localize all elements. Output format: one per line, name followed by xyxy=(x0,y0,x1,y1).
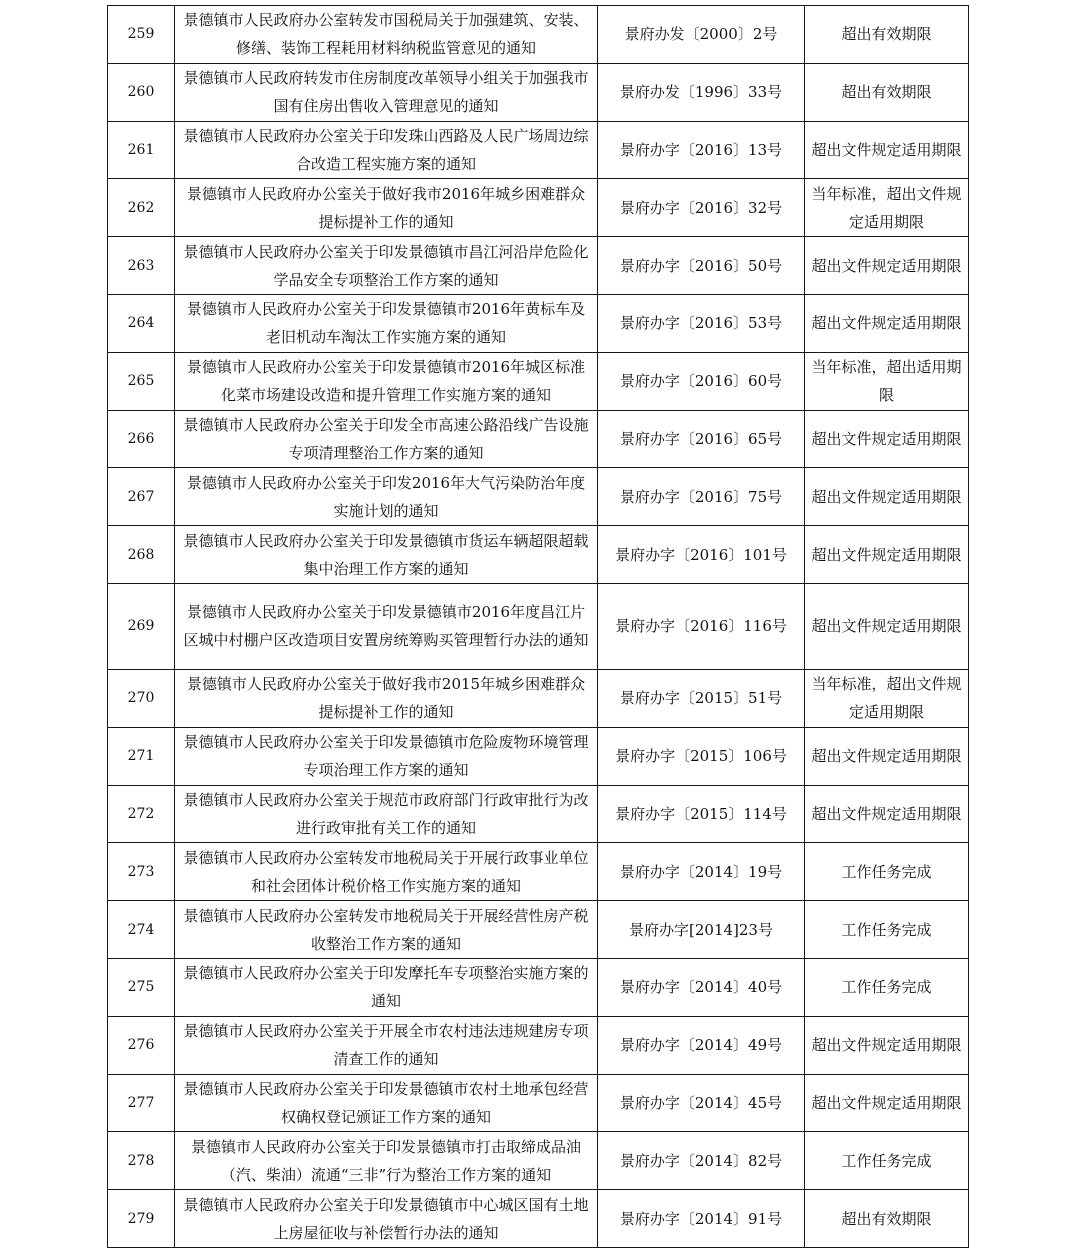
document-title-cell: 景德镇市人民政府办公室关于印发全市高速公路沿线广告设施专项清理整治工作方案的通知 xyxy=(175,410,598,468)
table-row xyxy=(108,352,969,410)
table-row xyxy=(108,237,969,295)
table-row xyxy=(108,410,969,468)
row-number-cell: 271 xyxy=(108,727,175,785)
abolish-reason-cell: 当年标准，超出文件规定适用期限 xyxy=(805,179,969,237)
document-number-cell: 景府办字〔2016〕60号 xyxy=(598,352,805,410)
document-title-cell: 景德镇市人民政府办公室关于印发摩托车专项整治实施方案的通知 xyxy=(175,958,598,1016)
document-title-cell: 景德镇市人民政府办公室关于印发珠山西路及人民广场周边综合改造工程实施方案的通知 xyxy=(175,121,598,179)
table-row xyxy=(108,63,969,121)
table-row xyxy=(108,294,969,352)
document-title-cell: 景德镇市人民政府办公室关于做好我市2016年城乡困难群众提标提补工作的通知 xyxy=(175,179,598,237)
abolish-reason-cell: 工作任务完成 xyxy=(805,958,969,1016)
table-row xyxy=(108,1190,969,1248)
abolish-reason-cell: 超出文件规定适用期限 xyxy=(805,1016,969,1074)
row-number-cell: 266 xyxy=(108,410,175,468)
document-title-cell: 景德镇市人民政府办公室关于印发景德镇市货运车辆超限超载集中治理工作方案的通知 xyxy=(175,526,598,584)
abolish-reason-cell: 超出文件规定适用期限 xyxy=(805,237,969,295)
document-number-cell: 景府办字〔2015〕106号 xyxy=(598,727,805,785)
document-number-cell: 景府办字〔2015〕114号 xyxy=(598,785,805,843)
document-number-cell: 景府办字〔2014〕82号 xyxy=(598,1132,805,1190)
row-number-cell: 278 xyxy=(108,1132,175,1190)
row-number-cell: 268 xyxy=(108,526,175,584)
table-body xyxy=(108,6,969,1248)
abolish-reason-cell: 超出文件规定适用期限 xyxy=(805,121,969,179)
document-title-cell: 景德镇市人民政府办公室转发市国税局关于加强建筑、安装、修缮、装饰工程耗用材料纳税监管意见的通知 xyxy=(175,6,598,64)
table-row xyxy=(108,958,969,1016)
document-title-cell: 景德镇市人民政府办公室关于印发景德镇市危险废物环境管理专项治理工作方案的通知 xyxy=(175,727,598,785)
document-number-cell: 景府办发〔2000〕2号 xyxy=(598,6,805,64)
row-number-cell: 261 xyxy=(108,121,175,179)
document-title-cell: 景德镇市人民政府办公室关于做好我市2015年城乡困难群众提标提补工作的通知 xyxy=(175,669,598,727)
document-number-cell: 景府办字〔2016〕75号 xyxy=(598,468,805,526)
document-number-cell: 景府办字〔2014〕91号 xyxy=(598,1190,805,1248)
row-number-cell: 276 xyxy=(108,1016,175,1074)
document-title-cell: 景德镇市人民政府转发市住房制度改革领导小组关于加强我市国有住房出售收入管理意见的通知 xyxy=(175,63,598,121)
table-row xyxy=(108,843,969,901)
table-row xyxy=(108,1132,969,1190)
abolish-reason-cell: 超出文件规定适用期限 xyxy=(805,294,969,352)
abolish-reason-cell: 超出文件规定适用期限 xyxy=(805,785,969,843)
abolish-reason-cell: 超出文件规定适用期限 xyxy=(805,1074,969,1132)
row-number-cell: 277 xyxy=(108,1074,175,1132)
row-number-cell: 279 xyxy=(108,1190,175,1248)
row-number-cell: 267 xyxy=(108,468,175,526)
table-row xyxy=(108,583,969,669)
table-row xyxy=(108,727,969,785)
abolish-reason-cell: 超出有效期限 xyxy=(805,1190,969,1248)
document-title-cell: 景德镇市人民政府办公室关于印发景德镇市打击取缔成品油（汽、柴油）流通“三非”行为整治工作方案的通知 xyxy=(175,1132,598,1190)
document-number-cell: 景府办字〔2016〕53号 xyxy=(598,294,805,352)
row-number-cell: 259 xyxy=(108,6,175,64)
table-row xyxy=(108,179,969,237)
document-number-cell: 景府办字〔2016〕13号 xyxy=(598,121,805,179)
abolish-reason-cell: 工作任务完成 xyxy=(805,843,969,901)
document-number-cell: 景府办字〔2016〕50号 xyxy=(598,237,805,295)
document-number-cell: 景府办字〔2014〕40号 xyxy=(598,958,805,1016)
row-number-cell: 265 xyxy=(108,352,175,410)
row-number-cell: 273 xyxy=(108,843,175,901)
document-number-cell: 景府办字〔2014〕49号 xyxy=(598,1016,805,1074)
row-number-cell: 264 xyxy=(108,294,175,352)
document-table xyxy=(107,5,969,1248)
table-row xyxy=(108,901,969,959)
document-number-cell: 景府办字〔2014〕19号 xyxy=(598,843,805,901)
abolish-reason-cell: 超出有效期限 xyxy=(805,6,969,64)
document-title-cell: 景德镇市人民政府办公室关于规范市政府部门行政审批行为改进行政审批有关工作的通知 xyxy=(175,785,598,843)
document-title-cell: 景德镇市人民政府办公室关于印发景德镇市2016年度昌江片区城中村棚户区改造项目安置房统筹购买管理暂行办法的通知 xyxy=(175,583,598,669)
abolish-reason-cell: 超出有效期限 xyxy=(805,63,969,121)
row-number-cell: 263 xyxy=(108,237,175,295)
row-number-cell: 260 xyxy=(108,63,175,121)
document-number-cell: 景府办字〔2015〕51号 xyxy=(598,669,805,727)
abolish-reason-cell: 超出文件规定适用期限 xyxy=(805,410,969,468)
document-number-cell: 景府办字〔2016〕32号 xyxy=(598,179,805,237)
abolish-reason-cell: 超出文件规定适用期限 xyxy=(805,468,969,526)
row-number-cell: 262 xyxy=(108,179,175,237)
abolish-reason-cell: 工作任务完成 xyxy=(805,1132,969,1190)
document-title-cell: 景德镇市人民政府办公室关于印发2016年大气污染防治年度实施计划的通知 xyxy=(175,468,598,526)
document-title-cell: 景德镇市人民政府办公室转发市地税局关于开展经营性房产税收整治工作方案的通知 xyxy=(175,901,598,959)
abolish-reason-cell: 超出文件规定适用期限 xyxy=(805,583,969,669)
document-number-cell: 景府办字〔2016〕116号 xyxy=(598,583,805,669)
table-row xyxy=(108,785,969,843)
document-number-cell: 景府办字〔2016〕101号 xyxy=(598,526,805,584)
row-number-cell: 274 xyxy=(108,901,175,959)
document-number-cell: 景府办字〔2016〕65号 xyxy=(598,410,805,468)
table-row xyxy=(108,121,969,179)
table-row xyxy=(108,669,969,727)
document-title-cell: 景德镇市人民政府办公室关于印发景德镇市农村土地承包经营权确权登记颁证工作方案的通知 xyxy=(175,1074,598,1132)
table-row xyxy=(108,1074,969,1132)
document-title-cell: 景德镇市人民政府办公室关于印发景德镇市2016年黄标车及老旧机动车淘汰工作实施方案的通知 xyxy=(175,294,598,352)
row-number-cell: 275 xyxy=(108,958,175,1016)
abolish-reason-cell: 当年标准，超出适用期限 xyxy=(805,352,969,410)
row-number-cell: 270 xyxy=(108,669,175,727)
document-title-cell: 景德镇市人民政府办公室关于印发景德镇市昌江河沿岸危险化学品安全专项整治工作方案的通知 xyxy=(175,237,598,295)
table-row xyxy=(108,6,969,64)
document-number-cell: 景府办字〔2014〕45号 xyxy=(598,1074,805,1132)
document-title-cell: 景德镇市人民政府办公室关于印发景德镇市中心城区国有土地上房屋征收与补偿暂行办法的通知 xyxy=(175,1190,598,1248)
document-number-cell: 景府办发〔1996〕33号 xyxy=(598,63,805,121)
table-row xyxy=(108,526,969,584)
row-number-cell: 269 xyxy=(108,583,175,669)
table-row xyxy=(108,1016,969,1074)
table-row xyxy=(108,468,969,526)
abolish-reason-cell: 当年标准，超出文件规定适用期限 xyxy=(805,669,969,727)
abolish-reason-cell: 工作任务完成 xyxy=(805,901,969,959)
document-title-cell: 景德镇市人民政府办公室关于印发景德镇市2016年城区标准化菜市场建设改造和提升管理工作实施方案的通知 xyxy=(175,352,598,410)
abolish-reason-cell: 超出文件规定适用期限 xyxy=(805,526,969,584)
document-title-cell: 景德镇市人民政府办公室关于开展全市农村违法违规建房专项清查工作的通知 xyxy=(175,1016,598,1074)
abolish-reason-cell: 超出文件规定适用期限 xyxy=(805,727,969,785)
document-number-cell: 景府办字[2014]23号 xyxy=(598,901,805,959)
row-number-cell: 272 xyxy=(108,785,175,843)
document-title-cell: 景德镇市人民政府办公室转发市地税局关于开展行政事业单位和社会团体计税价格工作实施方案的通知 xyxy=(175,843,598,901)
